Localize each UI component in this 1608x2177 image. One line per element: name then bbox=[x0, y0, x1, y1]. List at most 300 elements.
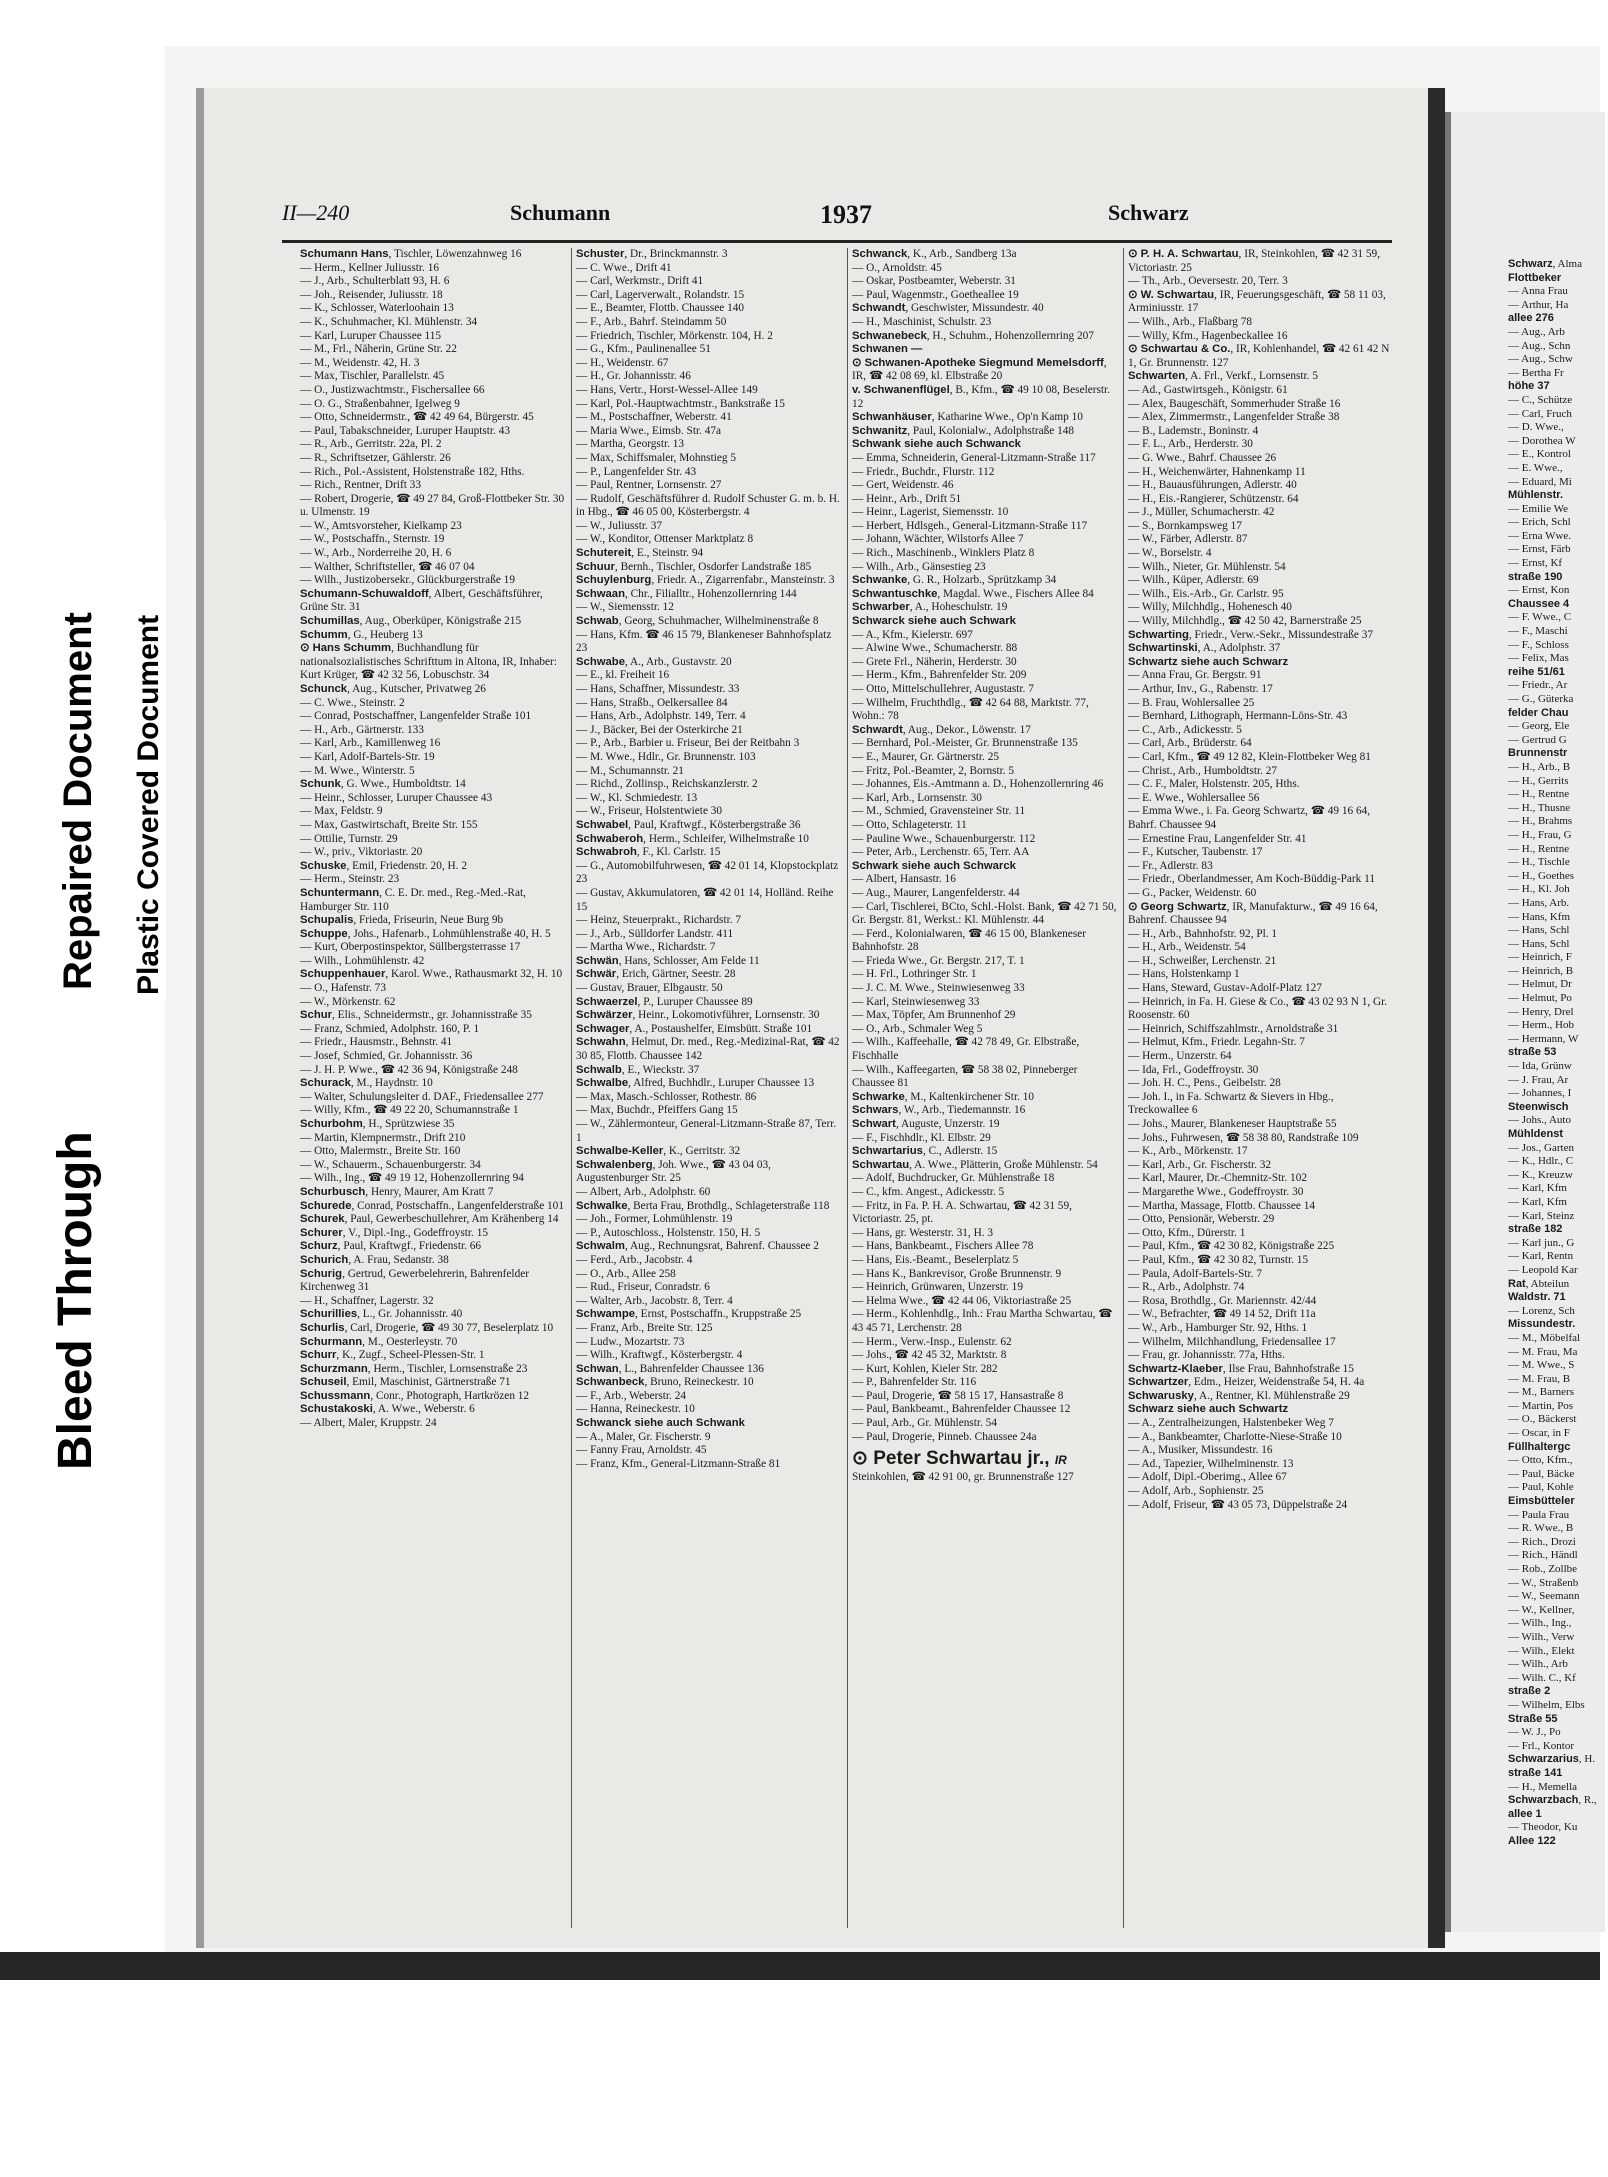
directory-entry: — Carl, Lagerverwalt., Rolandstr. 15 bbox=[576, 288, 745, 301]
column-2 bbox=[576, 248, 844, 1928]
directory-entry: — H., Rentne bbox=[1508, 788, 1570, 801]
header-year: 1937 bbox=[820, 200, 872, 229]
directory-entry: Schuppe, Johs., Hafenarb., Lohmühlenstraße 40, H. 5 bbox=[300, 927, 551, 940]
directory-entry: — Wilh., Elekt bbox=[1508, 1644, 1575, 1657]
directory-entry: — W., Arb., Norderreihe 20, H. 6 bbox=[300, 547, 452, 560]
directory-entry: — Hans, Vertr., Horst-Wessel-Allee 149 bbox=[576, 383, 758, 396]
directory-entry: — Karl, Pol.-Hauptwachtmstr., Bankstraße 15 bbox=[576, 397, 785, 410]
directory-entry: — C. F., Maler, Holstenstr. 205, Hths. bbox=[1128, 778, 1300, 791]
directory-entry: — Karl, Arb., Kamillenweg 16 bbox=[300, 737, 441, 750]
directory-entry: — Max, Buchdr., Pfeiffers Gang 15 bbox=[576, 1104, 738, 1117]
directory-entry: — H., Bauausführungen, Adlerstr. 40 bbox=[1128, 479, 1297, 492]
directory-entry: Schwanitz, Paul, Kolonialw., Adolphstraße 148 bbox=[852, 424, 1075, 437]
directory-entry: — J. H. P. Wwe., ☎ 42 36 94, Königstraße 248 bbox=[300, 1063, 518, 1076]
directory-entry: — M., Schumannstr. 21 bbox=[576, 764, 684, 777]
directory-entry: — Karl, Adolf-Bartels-Str. 19 bbox=[300, 750, 435, 763]
directory-entry: — Erna Wwe. bbox=[1508, 529, 1572, 542]
directory-entry: — Helmut, Dr bbox=[1508, 978, 1572, 991]
header-rule bbox=[282, 240, 1392, 243]
directory-entry: — O., Bäckerst bbox=[1508, 1413, 1577, 1426]
directory-entry: Schwarber, A., Hoheschulstr. 19 bbox=[852, 601, 1008, 614]
directory-entry: — J., Bäcker, Bei der Osterkirche 21 bbox=[576, 723, 743, 736]
facing-page-column bbox=[1508, 258, 1608, 1847]
top-margin bbox=[0, 0, 1600, 46]
directory-entry: — Wilh., Nieter, Gr. Mühlenstr. 54 bbox=[1128, 560, 1286, 573]
directory-entry: — C., kfm. Angest., Adickesstr. 5 bbox=[852, 1185, 1005, 1198]
directory-entry: Schwark siehe auch Schwarck bbox=[852, 859, 1016, 872]
directory-entry: — Franz, Kfm., General-Litzmann-Straße 81 bbox=[576, 1457, 781, 1470]
directory-entry: — Johannes, Eis.-Amtmann a. D., Hohenzollernring 46 bbox=[852, 778, 1104, 791]
directory-entry: Schunck, Aug., Kutscher, Privatweg 26 bbox=[300, 683, 486, 695]
directory-entry: ⊙ Hans Schumm, Buchhandlung für nationalsozialistisches Schrifttum in Altona, IR, Inhaber: Kurt Krüger, ☎ 42 32 56, Lobuschstr. 34 bbox=[300, 642, 557, 682]
directory-entry: — Heinrich, Schiffszahlmstr., Arnoldstraße 31 bbox=[1128, 1022, 1339, 1035]
directory-entry: — J., Müller, Schumacherstr. 42 bbox=[1128, 506, 1275, 519]
directory-entry: — Karl, Maurer, Dr.-Chemnitz-Str. 102 bbox=[1128, 1172, 1308, 1185]
directory-entry: — F., Arb., Bahrf. Steindamm 50 bbox=[576, 315, 727, 328]
directory-entry: — Ida, Frl., Godeffroystr. 30 bbox=[1128, 1063, 1259, 1076]
directory-entry: — G., Kfm., Paulinenallee 51 bbox=[576, 343, 711, 356]
directory-entry: — W., Zählermonteur, General-Litzmann-Straße 87, Terr. 1 bbox=[576, 1118, 837, 1144]
directory-entry: — A., Zentralheizungen, Halstenbeker Weg 7 bbox=[1128, 1417, 1334, 1430]
directory-entry: — Kurt, Kohlen, Kieler Str. 282 bbox=[852, 1362, 998, 1375]
directory-entry: — Wilh., Küper, Adlerstr. 69 bbox=[1128, 574, 1259, 587]
directory-entry: — Hans, Arb. bbox=[1508, 896, 1570, 909]
directory-entry: — H., Tischle bbox=[1508, 856, 1570, 869]
directory-entry: — Ernst, Kf bbox=[1508, 557, 1563, 570]
directory-entry: — W., Seemann bbox=[1508, 1590, 1580, 1603]
directory-entry: — Paula Frau bbox=[1508, 1508, 1570, 1521]
directory-entry: Missundestr. bbox=[1508, 1318, 1576, 1331]
directory-entry: — Wilh., Arb., Flaßbarg 78 bbox=[1128, 315, 1253, 328]
directory-entry: — Adolf, Dipl.-Oberimg., Allee 67 bbox=[1128, 1471, 1287, 1484]
directory-entry: — Heinr., Lagerist, Siemensstr. 10 bbox=[852, 506, 1009, 519]
directory-entry: Schwanke, G. R., Holzarb., Sprützkamp 34 bbox=[852, 574, 1057, 587]
column-divider bbox=[571, 248, 572, 1928]
directory-entry: — Theodor, Ku bbox=[1508, 1821, 1578, 1834]
directory-entry: — H., Thusne bbox=[1508, 801, 1571, 814]
directory-entry: — C. Wwe., Drift 41 bbox=[576, 261, 672, 274]
directory-entry: — Hans, Schl bbox=[1508, 937, 1570, 950]
repaired-document-stamp: Repaired Document bbox=[56, 612, 100, 990]
directory-entry: — R. Wwe., B bbox=[1508, 1522, 1574, 1535]
directory-entry: — Walter, Arb., Jacobstr. 8, Terr. 4 bbox=[576, 1294, 733, 1307]
directory-entry: — Max, Masch.-Schlosser, Rothestr. 86 bbox=[576, 1090, 757, 1103]
directory-entry: — E., Maurer, Gr. Gärtnerstr. 25 bbox=[852, 750, 999, 763]
directory-entry: ⊙ Georg Schwartz, IR, Manufakturw., ☎ 49 16 64, Bahrenf. Chaussee 94 bbox=[1128, 900, 1378, 927]
directory-entry: — H., Schweißer, Lerchenstr. 21 bbox=[1128, 954, 1277, 967]
directory-entry: — Wilh., Lohmühlenstr. 42 bbox=[300, 954, 425, 967]
directory-entry: Schwarting, Friedr., Verw.-Sekr., Missundestraße 37 bbox=[1128, 628, 1374, 641]
directory-entry: — Otto, Pensionär, Weberstr. 29 bbox=[1128, 1213, 1275, 1226]
directory-entry: — Ad., Gastwirtsgeh., Königstr. 61 bbox=[1128, 383, 1288, 396]
directory-entry: v. Schwanenflügel, B., Kfm., ☎ 49 10 08, Beselerstr. 12 bbox=[852, 383, 1111, 410]
directory-entry: — Rich., Drozi bbox=[1508, 1535, 1576, 1548]
directory-entry: — A., Musiker, Missundestr. 16 bbox=[1128, 1444, 1273, 1457]
directory-entry: — Arthur, Inv., G., Rabenstr. 17 bbox=[1128, 683, 1273, 695]
directory-entry: — K., Hdlr., C bbox=[1508, 1155, 1574, 1168]
directory-entry: — Wilh., Arb., Gänsestieg 23 bbox=[852, 560, 986, 573]
directory-entry: — Hans, Holstenkamp 1 bbox=[1128, 968, 1240, 981]
directory-entry: — Fanny Frau, Arnoldstr. 45 bbox=[576, 1444, 707, 1457]
directory-entry: — Rich., Maschinenb., Winklers Platz 8 bbox=[852, 547, 1035, 560]
header-first-entry: Schumann bbox=[510, 200, 611, 225]
directory-entry: Schwalbe-Keller, K., Gerritstr. 32 bbox=[576, 1145, 741, 1158]
directory-entry: — Martin, Pos bbox=[1508, 1399, 1574, 1412]
directory-entry: — Paul, Bäcke bbox=[1508, 1467, 1575, 1480]
directory-entry: Schurede, Conrad, Postschaffn., Langenfelderstraße 101 bbox=[300, 1199, 564, 1212]
directory-entry: — Th., Arb., Oeversestr. 20, Terr. 3 bbox=[1128, 275, 1288, 288]
directory-entry: — Bernhard, Lithograph, Hermann-Löns-Str. 43 bbox=[1128, 710, 1348, 723]
directory-entry: — E., kl. Freiheit 16 bbox=[576, 669, 670, 682]
directory-entry: straße 2 bbox=[1508, 1685, 1551, 1698]
directory-entry: — Herm., Kohlenhdlg., Inh.: Frau Martha Schwartau, ☎ 43 45 71, Lerchenstr. 28 bbox=[852, 1308, 1113, 1334]
directory-entry: — Otto, Schlageterstr. 11 bbox=[852, 818, 967, 831]
directory-entry: — K., Arb., Mörkenstr. 17 bbox=[1128, 1145, 1248, 1158]
directory-entry: — Willy, Milchhdlg., Hohenesch 40 bbox=[1128, 601, 1292, 614]
directory-entry: — Karl, Kfm bbox=[1508, 1195, 1567, 1208]
directory-entry: Schwarusky, A., Rentner, Kl. Mühlenstraße 29 bbox=[1128, 1389, 1350, 1402]
directory-entry: — Paul, Kfm., ☎ 42 30 82, Turnstr. 15 bbox=[1128, 1253, 1309, 1266]
directory-entry: — H., Kl. Joh bbox=[1508, 883, 1570, 896]
directory-entry: — W. J., Po bbox=[1508, 1726, 1561, 1739]
directory-entry: — Wilh., Eis.-Arb., Gr. Carlstr. 95 bbox=[1128, 587, 1284, 600]
directory-entry: Schwardt, Aug., Dekor., Löwenstr. 17 bbox=[852, 723, 1031, 736]
directory-entry: — Max, Schiffsmaler, Mohnstieg 5 bbox=[576, 451, 736, 464]
directory-entry: — J., Arb., Sülldorfer Landstr. 411 bbox=[576, 927, 734, 940]
directory-entry: — Ernst, Färb bbox=[1508, 543, 1571, 556]
directory-entry: — Max, Gastwirtschaft, Breite Str. 155 bbox=[300, 818, 478, 831]
directory-entry: — Otto, Kfm., bbox=[1508, 1454, 1573, 1467]
directory-entry: Rat, Abteilun bbox=[1508, 1277, 1570, 1290]
directory-entry: — Hans K., Bankrevisor, Große Brunnenstr. 9 bbox=[852, 1267, 1062, 1280]
directory-entry: — Walther, Schriftsteller, ☎ 46 07 04 bbox=[300, 560, 475, 573]
directory-entry: — Hans, Eis.-Beamt., Beselerplatz 5 bbox=[852, 1253, 1019, 1266]
directory-entry: — Paul, Tabakschneider, Luruper Hauptstr. 43 bbox=[300, 424, 511, 437]
directory-entry: — H., Frau, G bbox=[1508, 828, 1572, 841]
directory-entry: — Karl jun., G bbox=[1508, 1236, 1575, 1249]
directory-entry: — Karl, Arb., Lornsenstr. 30 bbox=[852, 791, 982, 804]
directory-entry: — Otto, Malermstr., Breite Str. 160 bbox=[300, 1145, 461, 1158]
directory-entry: — K., Schlosser, Waterloohain 13 bbox=[300, 302, 454, 315]
directory-entry: Mühlenstr. bbox=[1508, 489, 1564, 502]
directory-entry: — Herm., Kellner Juliusstr. 16 bbox=[300, 261, 439, 274]
directory-entry: — C. Wwe., Steinstr. 2 bbox=[300, 696, 405, 709]
directory-entry: — Martha, Georgstr. 13 bbox=[576, 438, 685, 451]
directory-entry: — Robert, Drogerie, ☎ 49 27 84, Groß-Flottbeker Str. 30 u. Ulmenstr. 19 bbox=[300, 492, 565, 519]
page-gutter bbox=[1428, 88, 1445, 1948]
directory-entry: — H., Brahms bbox=[1508, 815, 1573, 828]
directory-entry: — Leopold Kar bbox=[1508, 1263, 1578, 1276]
directory-entry: — Wilh. C., Kf bbox=[1508, 1671, 1576, 1684]
directory-entry: Schwab, Georg, Schuhmacher, Wilhelminenstraße 8 bbox=[576, 615, 819, 628]
directory-entry: — M., Frl., Näherin, Grüne Str. 22 bbox=[300, 343, 457, 356]
directory-entry: Schwartarius, C., Adlerstr. 15 bbox=[852, 1145, 998, 1158]
directory-entry: — Carl, Fruch bbox=[1508, 407, 1572, 420]
directory-entry: — Gert, Weidenstr. 46 bbox=[852, 479, 954, 492]
directory-entry: — W., Juliusstr. 37 bbox=[576, 519, 663, 532]
directory-entry: Schwalke, Berta Frau, Brothdlg., Schlageterstraße 118 bbox=[576, 1199, 830, 1212]
directory-entry: — Bertha Fr bbox=[1508, 366, 1564, 379]
directory-entry: — Conrad, Postschaffner, Langenfelder Straße 101 bbox=[300, 710, 532, 723]
directory-entry: — Wilh., Justizobersekr., Glückburgerstraße 19 bbox=[300, 574, 515, 587]
directory-entry: — F., Fischhdlr., Kl. Elbstr. 29 bbox=[852, 1131, 991, 1144]
directory-entry: — Walter, Schulungsleiter d. DAF., Friedensallee 277 bbox=[300, 1090, 544, 1103]
directory-entry: — Anna Frau, Gr. Bergstr. 91 bbox=[1128, 669, 1262, 682]
directory-entry: — H., Weidenstr. 67 bbox=[576, 356, 669, 369]
directory-entry: — Adolf, Friseur, ☎ 43 05 73, Düppelstraße 24 bbox=[1128, 1498, 1348, 1511]
directory-entry: — Friedr., Buchdr., Flurstr. 112 bbox=[852, 465, 995, 478]
directory-entry: Schwabroh, F., Kl. Carlstr. 15 bbox=[576, 846, 721, 859]
directory-entry: — C., Arb., Adickesstr. 5 bbox=[1128, 723, 1242, 736]
directory-entry: — H., Arb., Bahnhofstr. 92, Pl. 1 bbox=[1128, 927, 1278, 940]
directory-entry: — Frau, gr. Johannisstr. 77a, Hths. bbox=[1128, 1349, 1285, 1362]
directory-entry: — E. Wwe., Wohlersallee 56 bbox=[1128, 791, 1260, 804]
directory-entry: Schwarz, Alma bbox=[1508, 258, 1582, 270]
directory-entry: — Wilh., Kaffeegarten, ☎ 58 38 02, Pinneberger Chaussee 81 bbox=[852, 1063, 1078, 1090]
directory-entry: Schuske, Emil, Friedenstr. 20, H. 2 bbox=[300, 859, 467, 872]
directory-entry: — A., Bankbeamter, Charlotte-Niese-Straße 10 bbox=[1128, 1430, 1342, 1443]
directory-entry: Schwalenberg, Joh. Wwe., ☎ 43 04 03, Augustenburger Str. 25 bbox=[576, 1158, 771, 1185]
directory-entry: Schurig, Gertrud, Gewerbelehrerin, Bahrenfelder Kirchenweg 31 bbox=[300, 1267, 529, 1294]
directory-entry: — Hanna, Reineckestr. 10 bbox=[576, 1403, 695, 1416]
directory-entry: — F., Schloss bbox=[1508, 638, 1569, 651]
directory-entry: — Dorothea W bbox=[1508, 434, 1576, 447]
directory-entry: — M. Wwe., Winterstr. 5 bbox=[300, 764, 415, 777]
directory-entry: — Ottilie, Turnstr. 29 bbox=[300, 832, 398, 845]
directory-entry: straße 190 bbox=[1508, 570, 1563, 583]
directory-entry: — Frieda Wwe., Gr. Bergstr. 217, T. 1 bbox=[852, 954, 1025, 967]
directory-entry: — M. Wwe., Hdlr., Gr. Brunnenstr. 103 bbox=[576, 750, 756, 763]
directory-entry: — Herm., Verw.-Insp., Eulenstr. 62 bbox=[852, 1335, 1012, 1348]
directory-entry: — Paul, Bankbeamt., Bahrenfelder Chaussee 12 bbox=[852, 1403, 1071, 1416]
directory-entry: Schwanck siehe auch Schwank bbox=[576, 1417, 745, 1430]
directory-entry: Schwars, W., Arb., Tiedemannstr. 16 bbox=[852, 1104, 1026, 1117]
directory-entry: — Gertrud G bbox=[1508, 733, 1567, 746]
directory-entry: — Max, Töpfer, Am Brunnenhof 29 bbox=[852, 1009, 1016, 1022]
directory-entry: Schwandt, Geschwister, Missundestr. 40 bbox=[852, 302, 1044, 315]
directory-entry: — R., Schriftsetzer, Gählerstr. 26 bbox=[300, 451, 451, 464]
directory-entry: — Johs., Fuhrwesen, ☎ 58 38 80, Randstraße 109 bbox=[1128, 1131, 1359, 1144]
directory-entry: — Friedr., Hausmstr., Behnstr. 41 bbox=[300, 1036, 453, 1049]
directory-entry: — Paul, Wagenmstr., Goetheallee 19 bbox=[852, 288, 1019, 301]
directory-entry: — Joh., Reisender, Juliusstr. 18 bbox=[300, 288, 443, 301]
directory-entry: Schwanen — bbox=[852, 343, 923, 356]
directory-entry: Schwanck, K., Arb., Sandberg 13a bbox=[852, 248, 1017, 260]
directory-entry: — Pauline Wwe., Schauenburgerstr. 112 bbox=[852, 832, 1036, 845]
directory-entry: — Johs., Maurer, Blankeneser Hauptstraße 55 bbox=[1128, 1118, 1337, 1130]
directory-entry: ⊙ Schwartau & Co., IR, Kohlenhandel, ☎ 42 61 42 N 1, Gr. Brunnenstr. 127 bbox=[1128, 343, 1390, 369]
directory-entry: Schumm, G., Heuberg 13 bbox=[300, 628, 423, 641]
advert-block bbox=[852, 1448, 1120, 1485]
directory-entry: ⊙ W. Schwartau, IR, Feuerungsgeschäft, ☎ 58 11 03, Arminiusstr. 17 bbox=[1128, 288, 1386, 315]
directory-entry: — R., Arb., Adolphstr. 74 bbox=[1128, 1281, 1245, 1294]
directory-entry: — Wilh., Kraftwgf., Kösterbergstr. 4 bbox=[576, 1349, 743, 1362]
directory-entry: — Johs., Auto bbox=[1508, 1114, 1571, 1127]
directory-entry: — Peter, Arb., Lerchenstr. 65, Terr. AA bbox=[852, 846, 1030, 859]
directory-entry: Schwabel, Paul, Kraftwgf., Kösterbergstraße 36 bbox=[576, 818, 801, 831]
directory-entry: Schurbusch, Henry, Maurer, Am Kratt 7 bbox=[300, 1185, 494, 1198]
directory-entry: — Hans, gr. Westerstr. 31, H. 3 bbox=[852, 1226, 994, 1239]
directory-entry: — Martha, Massage, Flottb. Chaussee 14 bbox=[1128, 1199, 1315, 1212]
directory-entry: — H., Weichenwärter, Hahnenkamp 11 bbox=[1128, 465, 1306, 478]
directory-entry: — M., Schmied, Gravensteiner Str. 11 bbox=[852, 805, 1026, 818]
directory-entry: — Anna Frau bbox=[1508, 285, 1568, 298]
directory-entry: — G., Automobilfuhrwesen, ☎ 42 01 14, Klopstockplatz 23 bbox=[576, 859, 839, 886]
directory-entry: ⊙ Schwanen-Apotheke Siegmund Memelsdorff, IR, ☎ 42 08 69, kl. Elbstraße 20 bbox=[852, 356, 1107, 383]
directory-entry: — Ernst, Kon bbox=[1508, 584, 1570, 597]
directory-entry: — Rud., Friseur, Conradstr. 6 bbox=[576, 1281, 710, 1294]
directory-entry: Schurr, K., Zugf., Scheel-Plessen-Str. 1 bbox=[300, 1349, 485, 1362]
directory-entry: Schwantuschke, Magdal. Wwe., Fischers Allee 84 bbox=[852, 587, 1094, 600]
directory-entry: — W., priv., Viktoriastr. 20 bbox=[300, 846, 423, 859]
directory-entry: straße 53 bbox=[1508, 1046, 1557, 1059]
directory-entry: — Rich., Rentner, Drift 33 bbox=[300, 479, 421, 492]
directory-entry: Schwank siehe auch Schwanck bbox=[852, 438, 1021, 451]
directory-entry: Schumillas, Aug., Oberküper, Königstraße 215 bbox=[300, 615, 522, 628]
directory-entry: Schwan, L., Bahrenfelder Chaussee 136 bbox=[576, 1362, 764, 1375]
column-divider bbox=[847, 248, 848, 1928]
directory-entry: — Joh. H. C., Pens., Geibelstr. 28 bbox=[1128, 1077, 1281, 1090]
directory-entry: straße 141 bbox=[1508, 1766, 1563, 1779]
directory-entry: — Hans, Schl bbox=[1508, 924, 1570, 937]
bottom-band bbox=[0, 1952, 1600, 1980]
directory-entry: — S., Bornkampsweg 17 bbox=[1128, 519, 1242, 532]
directory-entry: — Rudolf, Geschäftsführer d. Rudolf Schuster G. m. b. H. in Hbg., ☎ 46 05 00, Kösterbergstr. 4 bbox=[576, 492, 840, 519]
directory-entry: — Karl, Luruper Chaussee 115 bbox=[300, 329, 442, 342]
directory-entry: — W., Postschaffn., Sternstr. 19 bbox=[300, 533, 445, 546]
directory-entry: — C., Schütze bbox=[1508, 393, 1573, 406]
directory-entry: — Albert, Arb., Adolphstr. 60 bbox=[576, 1185, 711, 1198]
directory-entry: — Oscar, in F bbox=[1508, 1427, 1570, 1440]
directory-entry: — Ad., Tapezier, Wilhelminenstr. 13 bbox=[1128, 1457, 1294, 1470]
directory-entry: — Rich., Händl bbox=[1508, 1549, 1578, 1562]
directory-entry: — Heinrich, F bbox=[1508, 951, 1572, 964]
directory-entry: Füllhaltergc bbox=[1508, 1440, 1571, 1453]
directory-entry: — Karl, Arb., Gr. Fischerstr. 32 bbox=[1128, 1158, 1272, 1171]
directory-entry: Schuylenburg, Friedr. A., Zigarrenfabr., Mansteinstr. 3 bbox=[576, 574, 835, 587]
directory-entry: Mühldenst bbox=[1508, 1128, 1563, 1140]
directory-entry: — F. L., Arb., Herderstr. 30 bbox=[1128, 438, 1253, 451]
directory-entry: — Jos., Garten bbox=[1508, 1141, 1574, 1154]
page-number: II—240 bbox=[282, 200, 350, 225]
directory-entry: — Heinz, Steuerprakt., Richardstr. 7 bbox=[576, 914, 742, 927]
directory-entry: Schwalbe, Alfred, Buchhdlr., Luruper Chaussee 13 bbox=[576, 1077, 815, 1090]
directory-entry: — R., Arb., Gerritstr. 22a, Pl. 2 bbox=[300, 438, 442, 451]
directory-entry: Schur, Elis., Schneidermstr., gr. Johannisstraße 35 bbox=[300, 1009, 532, 1022]
directory-entry: — Rob., Zollbe bbox=[1508, 1563, 1578, 1575]
directory-entry: Schurzmann, Herm., Tischler, Lornsenstraße 23 bbox=[300, 1362, 528, 1375]
directory-entry: Schwabe, A., Arb., Gustavstr. 20 bbox=[576, 655, 732, 668]
directory-entry: Schwarke, M., Kaltenkirchener Str. 10 bbox=[852, 1090, 1035, 1103]
directory-entry: Schurek, Paul, Gewerbeschullehrer, Am Krähenberg 14 bbox=[300, 1213, 559, 1226]
directory-entry: Schwarz siehe auch Schwartz bbox=[1128, 1403, 1289, 1416]
directory-entry: Schutereit, E., Steinstr. 94 bbox=[576, 547, 704, 560]
directory-entry: Schwaerzel, P., Luruper Chaussee 89 bbox=[576, 995, 753, 1008]
directory-entry: — H., Gerrits bbox=[1508, 774, 1569, 787]
directory-entry: — P., Autoschloss., Holstenstr. 150, H. 5 bbox=[576, 1226, 761, 1239]
directory-entry: — Carl, Arb., Brüderstr. 64 bbox=[1128, 737, 1252, 750]
column-1 bbox=[300, 248, 568, 1928]
directory-entry: — Herm., Unzerstr. 64 bbox=[1128, 1050, 1232, 1063]
directory-entry: Schurillies, L., Gr. Johannisstr. 40 bbox=[300, 1308, 463, 1321]
directory-entry: — W., Friseur, Holstentwiete 30 bbox=[576, 805, 723, 818]
directory-entry: Schwanhäuser, Katharine Wwe., Op'n Kamp 10 bbox=[852, 411, 1083, 424]
directory-entry: — W., Kl. Schmiedestr. 13 bbox=[576, 791, 698, 804]
directory-entry: — Otto, Mittelschullehrer, Augustastr. 7 bbox=[852, 683, 1034, 695]
directory-entry: — Friedr., Oberlandmesser, Am Koch-Büddig-Park 11 bbox=[1128, 873, 1375, 886]
directory-entry: — Joh., Former, Lohmühlenstr. 19 bbox=[576, 1213, 733, 1226]
advert-details: Steinkohlen, ☎ 42 91 00, gr. Brunnenstraße 127 bbox=[852, 1471, 1074, 1484]
directory-entry: — Heinrich, Grünwaren, Unzerstr. 19 bbox=[852, 1281, 1023, 1294]
directory-entry: Schwarzbach, R., bbox=[1508, 1794, 1597, 1807]
directory-entry: — Eduard, Mi bbox=[1508, 475, 1572, 488]
directory-entry: — Gustav, Brauer, Elbgaustr. 50 bbox=[576, 982, 723, 995]
directory-entry: — H., Gr. Johannisstr. 46 bbox=[576, 370, 691, 383]
directory-entry: — Otto, Schneidermstr., ☎ 42 49 64, Bürgerstr. 45 bbox=[300, 411, 534, 424]
directory-entry: — H., Eis.-Rangierer, Schützenstr. 64 bbox=[1128, 492, 1299, 505]
directory-entry: Schurack, M., Haydnstr. 10 bbox=[300, 1077, 433, 1090]
directory-entry: — W., Arb., Hamburger Str. 92, Hths. 1 bbox=[1128, 1321, 1308, 1334]
directory-entry: — O. G., Straßenbahner, Igelweg 9 bbox=[300, 397, 460, 410]
directory-entry: — Grete Frl., Näherin, Herderstr. 30 bbox=[852, 655, 1017, 668]
directory-entry: — Paula, Adolf-Bartels-Str. 7 bbox=[1128, 1267, 1262, 1280]
directory-entry: — Hans, Steward, Gustav-Adolf-Platz 127 bbox=[1128, 982, 1322, 995]
directory-entry: — Otto, Kfm., Dürerstr. 1 bbox=[1128, 1226, 1246, 1239]
directory-entry: — J., Arb., Schulterblatt 93, H. 6 bbox=[300, 275, 450, 288]
directory-entry: Schwartz-Klaeber, Ilse Frau, Bahnhofstraße 15 bbox=[1128, 1362, 1354, 1375]
directory-entry: — G. Wwe., Bahrf. Chaussee 26 bbox=[1128, 451, 1277, 464]
directory-entry: — Johann, Wächter, Wilstorfs Allee 7 bbox=[852, 533, 1024, 546]
directory-entry: — Adolf, Buchdrucker, Gr. Mühlenstraße 18 bbox=[852, 1172, 1055, 1185]
directory-entry: — Alex, Zimmermstr., Langenfelder Straße 38 bbox=[1128, 411, 1340, 424]
directory-entry: — Johs., ☎ 42 45 32, Marktstr. 8 bbox=[852, 1349, 1007, 1362]
directory-entry: Schwanebeck, H., Schuhm., Hohenzollernring 207 bbox=[852, 329, 1094, 342]
directory-entry: — Aug., Schw bbox=[1508, 353, 1573, 366]
directory-entry: — Aug., Arb bbox=[1508, 325, 1565, 338]
directory-entry: — Heinr., Schlosser, Luruper Chaussee 43 bbox=[300, 791, 493, 804]
directory-entry: — H., Goethes bbox=[1508, 869, 1574, 882]
directory-entry: — Paul, Arb., Gr. Mühlenstr. 54 bbox=[852, 1417, 997, 1430]
directory-entry: — Martha Wwe., Richardstr. 7 bbox=[576, 941, 716, 954]
directory-entry: Schuseil, Emil, Maschinist, Gärtnerstraße 71 bbox=[300, 1376, 511, 1389]
directory-entry: — Albert, Maler, Kruppstr. 24 bbox=[300, 1417, 437, 1430]
directory-entry: — Albert, Hansastr. 16 bbox=[852, 873, 956, 886]
directory-entry: — O., Arb., Schmaler Weg 5 bbox=[852, 1022, 983, 1035]
directory-entry: allee 1 bbox=[1508, 1807, 1542, 1820]
directory-entry: Brunnenstr bbox=[1508, 747, 1568, 760]
directory-entry: Schustakoski, A. Wwe., Weberstr. 6 bbox=[300, 1403, 475, 1416]
directory-entry: — Richd., Zollinsp., Reichskanzlerstr. 2 bbox=[576, 778, 758, 791]
bleed-through-stamp: Bleed Through bbox=[49, 1131, 102, 1470]
directory-entry: Schwär, Erich, Gärtner, Seestr. 28 bbox=[576, 968, 736, 981]
directory-entry: — Aug., Maurer, Langenfelderstr. 44 bbox=[852, 886, 1020, 899]
directory-entry: — M., Barners bbox=[1508, 1386, 1574, 1399]
directory-entry: Schurmann, M., Oesterleystr. 70 bbox=[300, 1335, 458, 1348]
directory-entry: — Ludw., Mozartstr. 73 bbox=[576, 1335, 685, 1348]
directory-entry: Schwärzer, Heinr., Lokomotivführer, Lornsenstr. 30 bbox=[576, 1009, 820, 1022]
directory-entry: — Karl, Kfm bbox=[1508, 1182, 1567, 1195]
directory-entry: Schwarzarius, H. bbox=[1508, 1753, 1596, 1766]
directory-entry: Schwän, Hans, Schlosser, Am Felde 11 bbox=[576, 954, 760, 967]
directory-entry: — Josef, Schmied, Gr. Johannisstr. 36 bbox=[300, 1050, 473, 1063]
directory-entry: — W., Mörkenstr. 62 bbox=[300, 995, 396, 1008]
directory-entry: Schwaan, Chr., Filialltr., Hohenzollernring 144 bbox=[576, 587, 797, 600]
directory-entry: — Wilh., Kaffeehalle, ☎ 42 78 49, Gr. Elbstraße, Fischhalle bbox=[852, 1036, 1080, 1063]
directory-entry: — W., Konditor, Ottenser Marktplatz 8 bbox=[576, 533, 754, 546]
directory-entry: — Franz, Schmied, Adolphstr. 160, P. 1 bbox=[300, 1022, 480, 1035]
directory-entry: — F., Arb., Weberstr. 24 bbox=[576, 1389, 687, 1402]
directory-entry: — W., Amtsvorsteher, Kielkamp 23 bbox=[300, 519, 462, 532]
